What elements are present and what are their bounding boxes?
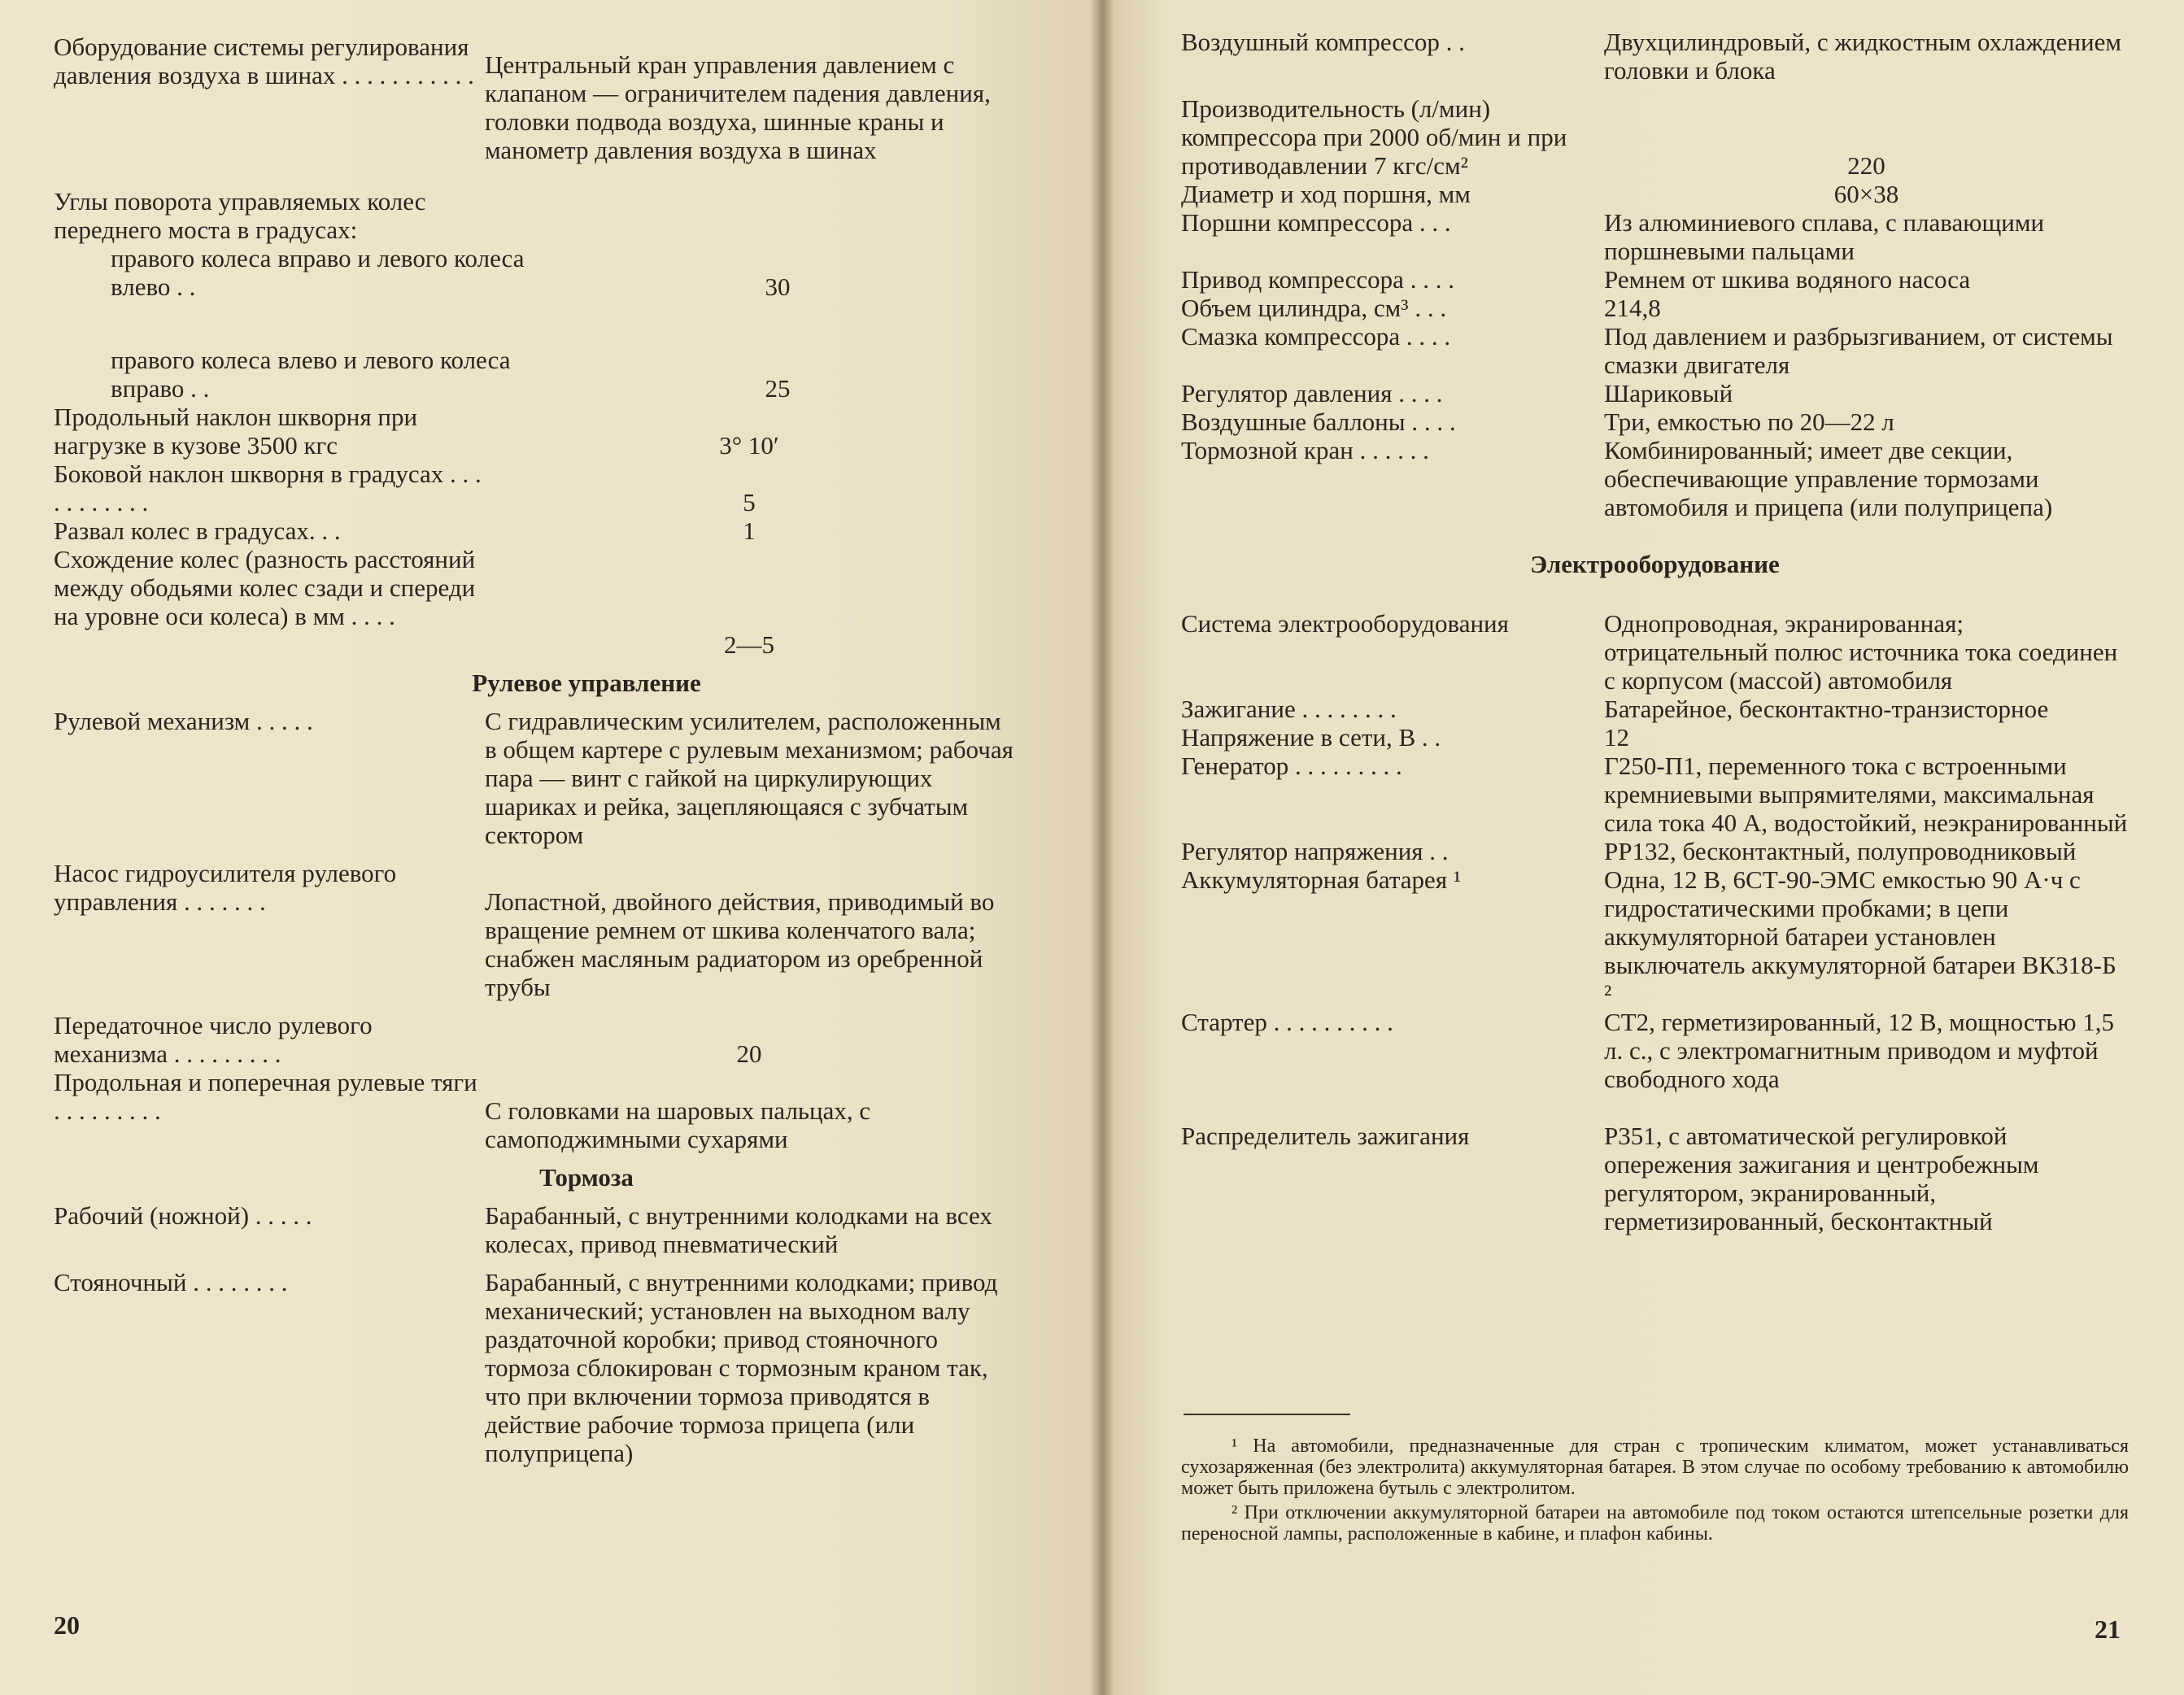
spec-term: Оборудование системы регулирования давления воздуха в шинах . . . . . . . . . . . bbox=[54, 33, 474, 89]
spec-term: Смазка компрессора . . . . bbox=[1181, 322, 1451, 351]
section-heading-steering: Рулевое управление bbox=[472, 669, 701, 697]
spec-row bbox=[54, 460, 1014, 516]
spec-row bbox=[1181, 180, 2129, 208]
section-heading-electrical: Электрооборудование bbox=[1530, 550, 1780, 578]
spec-term: Система электрооборудования bbox=[1181, 609, 1509, 638]
spec-row bbox=[54, 33, 1014, 164]
footnote-1: ¹ На автомобили, предназначенные для стран с тропическим климатом, может устанавливаться сухозаряженная (без электролита) аккумуляторная батарея. В этом случае по особому требованию к автомобилю может быть приложена бутыль с электролитом. bbox=[1181, 1436, 2129, 1499]
spec-row bbox=[54, 244, 1014, 301]
spec-term: Углы поворота управляемых колес переднего моста в градусах: bbox=[54, 187, 426, 244]
spec-term: Поршни компрессора . . . bbox=[1181, 208, 1451, 237]
spec-row bbox=[1181, 1122, 2129, 1235]
book-spine bbox=[1090, 0, 1114, 1695]
spec-row bbox=[1181, 294, 2129, 322]
spec-row bbox=[54, 516, 1014, 545]
spec-value: Р351, с автоматической регулировкой опережения зажигания и центробежным регулятором, экранированный, герметизированный, бесконтактный bbox=[1604, 1122, 2039, 1235]
page-number: 20 bbox=[54, 1610, 80, 1640]
spec-row bbox=[1181, 1008, 2129, 1093]
spec-value: 214,8 bbox=[1604, 294, 1661, 322]
spec-term: правого колеса вправо и левого колеса влево . . bbox=[111, 244, 525, 301]
left-page-content bbox=[54, 33, 1014, 1467]
spec-row bbox=[1181, 436, 2129, 521]
spec-term: Зажигание . . . . . . . . bbox=[1181, 695, 1397, 723]
spec-value: Одна, 12 В, 6СТ-90-ЭМС емкостью 90 А·ч с гидростатическими пробками; в цепи аккумуляторной батареи установлен выключатель аккумуляторной батареи ВК318-Б ² bbox=[1604, 865, 2116, 1008]
spec-value: 2—5 bbox=[724, 630, 774, 659]
spec-value: Барабанный, с внутренними колодками на всех колесах, привод пневматический bbox=[485, 1201, 992, 1258]
spec-row bbox=[54, 1201, 1014, 1258]
spec-term: Привод компрессора . . . . bbox=[1181, 265, 1454, 294]
spec-term: Объем цилиндра, см³ . . . bbox=[1181, 294, 1447, 322]
spec-value: Комбинированный; имеет две секции, обеспечивающие управление тормозами автомобиля и прицепа (или полуприцепа) bbox=[1604, 436, 2053, 521]
spec-value: 30 bbox=[765, 272, 791, 301]
spec-row bbox=[1181, 695, 2129, 723]
spec-row bbox=[54, 1011, 1014, 1068]
footnote-divider bbox=[1184, 1414, 1350, 1415]
spec-row bbox=[1181, 379, 2129, 407]
spec-term: Регулятор напряжения . . bbox=[1181, 837, 1449, 865]
spec-value: Барабанный, с внутренними колодками; привод механический; установлен на выходном валу раздаточной коробки; привод стояночного тормоза сблокирован с тормозным краном так, что при включении тормоза приводятся в действие рабочие тормоза прицепа (или полуприцепа) bbox=[485, 1268, 998, 1467]
spec-row bbox=[1181, 265, 2129, 294]
spec-value: Г250-П1, переменного тока с встроенными кремниевыми выпрямителями, максимальная сила тока 40 А, водостойкий, неэкранированный bbox=[1604, 752, 2128, 837]
spec-term: Воздушный компрессор . . bbox=[1181, 28, 1465, 56]
spec-value: РР132, бесконтактный, полупроводниковый bbox=[1604, 837, 2077, 865]
spec-term: Рабочий (ножной) . . . . . bbox=[54, 1201, 312, 1230]
spec-value: СТ2, герметизированный, 12 В, мощностью 1,5 л. с., с электромагнитным приводом и муфтой свободного хода bbox=[1604, 1008, 2115, 1093]
footnote-2: ² При отключении аккумуляторной батареи на автомобиле под током остаются штепсельные розетки для переносной лампы, расположенные в кабине, и плафон кабины. bbox=[1181, 1502, 2129, 1545]
spec-value: Три, емкостью по 20—22 л bbox=[1604, 407, 1894, 436]
spec-row bbox=[54, 707, 1014, 849]
spec-value: Однопроводная, экранированная; отрицательный полюс источника тока соединен с корпусом (массой) автомобиля bbox=[1604, 609, 2118, 695]
spec-row bbox=[1181, 28, 2129, 85]
spec-term: Распределитель зажигания bbox=[1181, 1122, 1470, 1150]
right-page-content bbox=[1181, 28, 2129, 1235]
spec-term: Тормозной кран . . . . . . bbox=[1181, 436, 1429, 464]
spec-row bbox=[1181, 407, 2129, 436]
spec-value: С гидравлическим усилителем, расположенным в общем картере с рулевым механизмом; рабочая пара — винт с гайкой на циркулирующих шариках и рейка, зацепляющаяся с зубчатым сектором bbox=[485, 707, 1014, 849]
spec-value: Под давлением и разбрызгиванием, от системы смазки двигателя bbox=[1604, 322, 2113, 379]
spec-term: Насос гидроусилителя рулевого управления . . . . . . . bbox=[54, 859, 397, 916]
spec-value: 25 bbox=[765, 374, 791, 403]
spec-row bbox=[1181, 865, 2129, 1008]
spec-row bbox=[1181, 837, 2129, 865]
spec-row bbox=[54, 346, 1014, 403]
spec-term: Продольная и поперечная рулевые тяги . . . . . . . . . bbox=[54, 1068, 477, 1125]
spec-term: Воздушные баллоны . . . . bbox=[1181, 407, 1456, 436]
spec-term: Стартер . . . . . . . . . . bbox=[1181, 1008, 1393, 1036]
spec-term: Регулятор давления . . . . bbox=[1181, 379, 1443, 407]
spec-row bbox=[1181, 208, 2129, 265]
spec-value: 3° 10′ bbox=[719, 431, 779, 460]
spec-value: 1 bbox=[743, 516, 756, 545]
footnotes bbox=[1181, 1436, 2129, 1548]
spec-row bbox=[54, 1068, 1014, 1153]
spec-value: 60×38 bbox=[1833, 180, 1899, 208]
spec-term: Развал колес в градусах. . . bbox=[54, 516, 341, 545]
spec-term: Рулевой механизм . . . . . bbox=[54, 707, 313, 735]
spec-value: Шариковый bbox=[1604, 379, 1733, 407]
spec-term: Передаточное число рулевого механизма . . . . . . . . . bbox=[54, 1011, 373, 1068]
spec-value: Лопастной, двойного действия, приводимый во вращение ремнем от шкива коленчатого вала; снабжен масляным радиатором из оребренной трубы bbox=[485, 887, 995, 1001]
spec-row bbox=[54, 403, 1014, 460]
spec-row bbox=[54, 545, 1014, 659]
spec-row bbox=[1181, 322, 2129, 379]
spec-value: Ремнем от шкива водяного насоса bbox=[1604, 265, 1971, 294]
spec-value: Двухцилиндровый, с жидкостным охлаждением головки и блока bbox=[1604, 28, 2121, 85]
section-heading-brakes: Тормоза bbox=[539, 1163, 634, 1192]
spec-term: правого колеса влево и левого колеса вправо . . bbox=[111, 346, 511, 403]
spec-row bbox=[54, 1268, 1014, 1467]
spec-row bbox=[1181, 609, 2129, 695]
spec-term: Генератор . . . . . . . . . bbox=[1181, 752, 1402, 780]
spec-term: Производительность (л/мин) компрессора при 2000 об/мин и при противодавлении 7 кгс/см² bbox=[1181, 94, 1567, 180]
spec-value: 20 bbox=[736, 1039, 762, 1068]
spec-value: 12 bbox=[1604, 723, 1629, 752]
spec-value: 5 bbox=[743, 488, 756, 516]
page-number: 21 bbox=[2095, 1614, 2121, 1644]
spec-term: Продольный наклон шкворня при нагрузке в кузове 3500 кгс bbox=[54, 403, 418, 460]
spec-value: 220 bbox=[1847, 151, 1885, 180]
spec-value: Из алюминиевого сплава, с плавающими поршневыми пальцами bbox=[1604, 208, 2045, 265]
spec-row bbox=[1181, 723, 2129, 752]
spec-row bbox=[1181, 94, 2129, 180]
spec-row bbox=[54, 187, 1014, 244]
spec-row bbox=[1181, 752, 2129, 837]
spec-value: Центральный кран управления давлением с клапаном — ограничителем падения давления, головки подвода воздуха, шинные краны и манометр давления воздуха в шинах bbox=[485, 50, 991, 164]
spec-term: Напряжение в сети, В . . bbox=[1181, 723, 1441, 752]
spec-value: С головками на шаровых пальцах, с самоподжимными сухарями bbox=[485, 1096, 871, 1153]
spec-term: Схождение колес (разность расстояний между ободьями колес сзади и спереди на уровне оси колеса) в мм . . . . bbox=[54, 545, 476, 630]
spec-value: Батарейное, бесконтактно-транзисторное bbox=[1604, 695, 2049, 723]
spec-term: Стояночный . . . . . . . . bbox=[54, 1268, 288, 1296]
spec-term: Аккумуляторная батарея ¹ bbox=[1181, 865, 1462, 894]
spec-row bbox=[54, 859, 1014, 1001]
spec-term: Боковой наклон шкворня в градусах . . . . . . . . . . . bbox=[54, 460, 482, 516]
spec-term: Диаметр и ход поршня, мм bbox=[1181, 180, 1471, 208]
